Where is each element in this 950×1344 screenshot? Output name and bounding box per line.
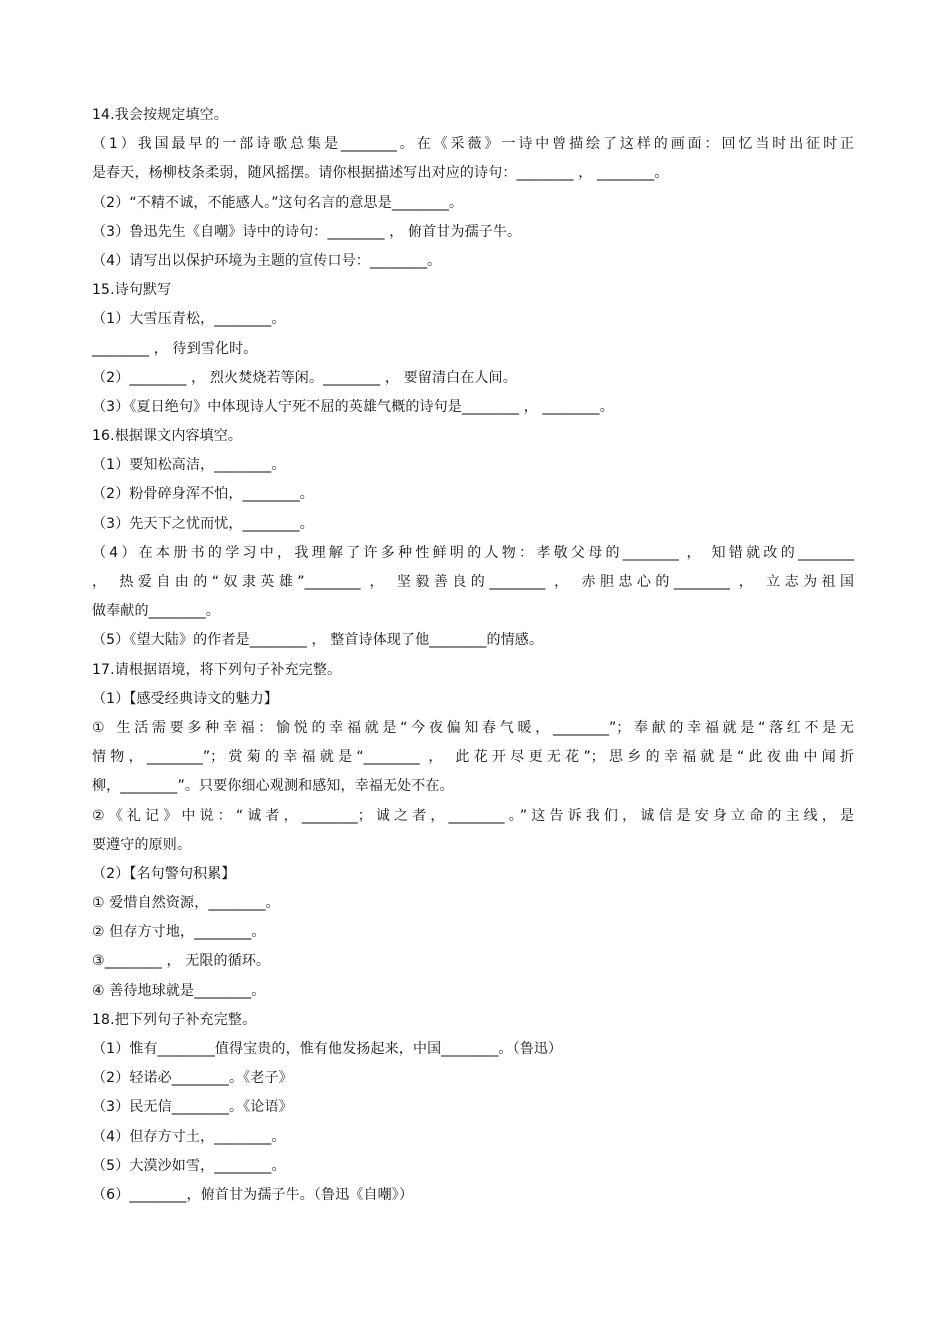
text-line: ， 热爱自由的“奴隶英雄”________ ， 坚毅善良的________ ， 赤胆忠心的________ ， 立志为祖国: [92, 574, 854, 590]
text-line: 要遵守的原则。: [92, 836, 192, 853]
text-line: （4）请写出以保护环境为主题的宣传口号：________。: [92, 252, 442, 269]
text-line: 是春天，杨柳枝条柔弱，随风摇摆。请你根据描述写出对应的诗句：________ ， ________。: [92, 165, 669, 182]
text-line: ① 爱惜自然资源，________。: [92, 895, 280, 912]
text-line: ④ 善待地球就是________。: [92, 982, 266, 999]
text-line: （3）《夏日绝句》中体现诗人宁死不屈的英雄气概的诗句是________ ， ________。: [92, 398, 614, 415]
text-line: （4）在本册书的学习中，我理解了许多种性鲜明的人物：孝敬父母的________ ， 知错就改的________: [92, 544, 854, 561]
text-line: （3）先天下之忧而忧，________。: [92, 515, 314, 532]
question-15-heading: 15.诗句默写: [92, 282, 172, 299]
text-line: （6）________，俯首甘为孺子牛。（鲁迅《自嘲》）: [92, 1186, 414, 1203]
text-line: （1）大雪压青松，________。: [92, 311, 286, 328]
text-line: （5）《望大陆》的作者是________ ， 整首诗体现了他________的情感。: [92, 632, 544, 649]
text-line: （2）轻诺必________。《老子》: [92, 1070, 293, 1087]
text-line: ① 生活需要多种幸福：愉悦的幸福就是“今夜偏知春气暖，________”；奉献的幸福就是“落红不是无: [92, 719, 854, 736]
text-line: （1）我国最早的一部诗歌总集是________。在《采薇》一诗中曾描绘了这样的画面：回忆当时出征时正: [92, 136, 854, 153]
text-line: 做奉献的________。: [92, 603, 220, 620]
text-line: （1）要知松高洁，________。: [92, 457, 286, 474]
question-14-heading: 14.我会按规定填空。: [92, 107, 228, 123]
text-line: （4）但存方寸土，________。: [92, 1128, 286, 1145]
text-line: （1）【感受经典诗文的魅力】: [92, 690, 279, 707]
text-line: （3）鲁迅先生《自嘲》诗中的诗句：________ ， 俯首甘为孺子牛。: [92, 223, 522, 240]
text-line: ② 但存方寸地，________。: [92, 924, 266, 941]
document-page: [92, 101, 854, 1210]
text-line: （1）惟有________值得宝贵的，惟有他发扬起来，中国________。（鲁迅）: [92, 1041, 563, 1057]
question-17-heading: 17.请根据语境，将下列句子补充完整。: [92, 661, 342, 678]
text-line: （2）粉骨碎身浑不怕，________。: [92, 486, 314, 503]
text-line: ②《礼记》中说：“诚者，________；诚之者，________。”这告诉我们，诚信是安身立命的主线，是: [92, 807, 854, 824]
text-line: （5）大漠沙如雪，________。: [92, 1157, 286, 1174]
text-line: ________ ， 待到雪化时。: [92, 340, 258, 357]
text-line: 情物，________”；赏菊的幸福就是“________ ， 此花开尽更无花”；思乡的幸福就是“此夜曲中闻折: [92, 749, 854, 766]
question-18-heading: 18.把下列句子补充完整。: [92, 1011, 257, 1028]
text-line: ③________ ， 无限的循环。: [92, 953, 271, 970]
text-line: （2）________ ， 烈火焚烧若等闲。________ ， 要留清白在人间。: [92, 369, 517, 386]
text-line: （2）【名句警句积累】: [92, 865, 236, 882]
text-line: （2）“不精不诚，不能感人。”这句名言的意思是________。: [92, 194, 464, 211]
text-line: 柳，________”。只要你细心观测和感知，幸福无处不在。: [92, 778, 454, 795]
question-16-heading: 16.根据课文内容填空。: [92, 428, 243, 445]
text-line: （3）民无信________。《论语》: [92, 1099, 293, 1116]
